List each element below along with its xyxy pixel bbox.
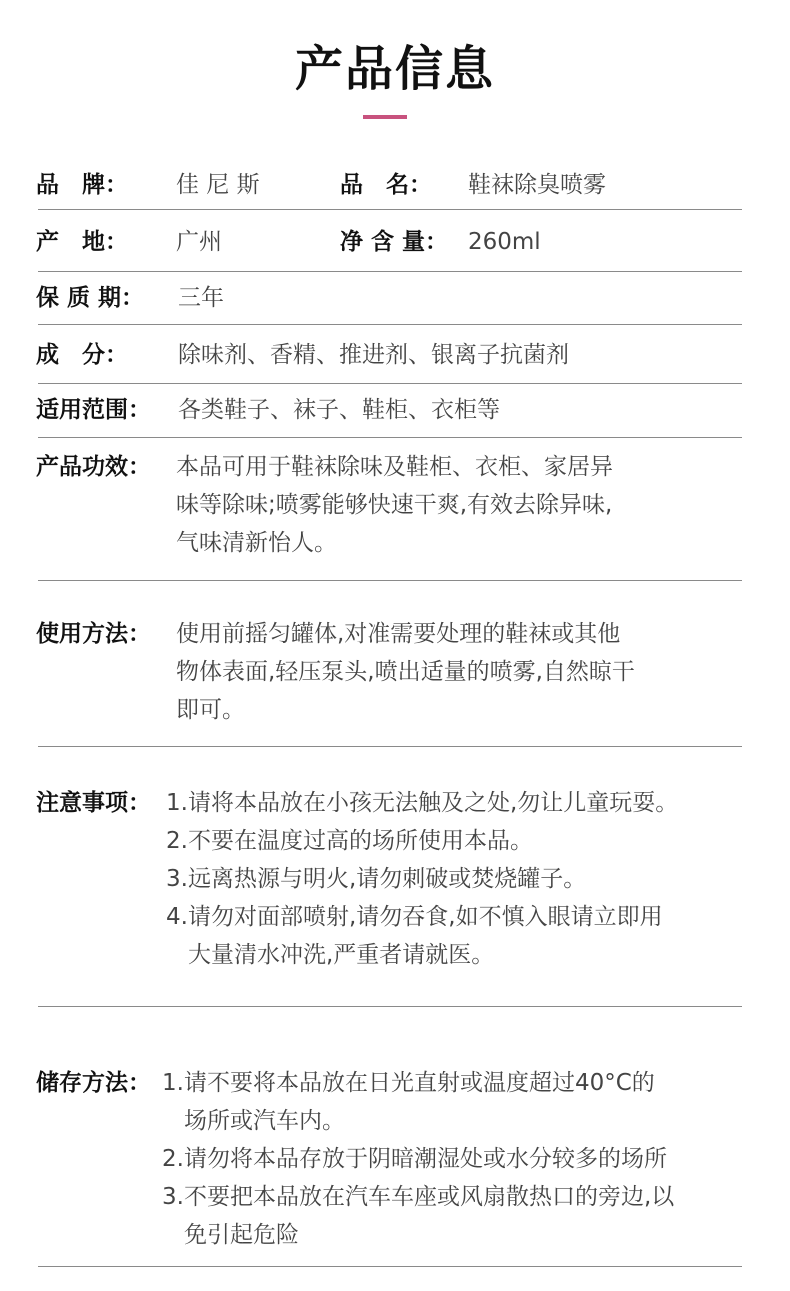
- title-accent-bar: [363, 115, 407, 119]
- divider: [38, 383, 742, 384]
- usage-line: 即可。: [176, 697, 245, 723]
- notice-item: 1.请将本品放在小孩无法触及之处,勿让儿童玩耍。: [166, 790, 679, 816]
- storage-item: 1.请不要将本品放在日光直射或温度超过40°C的: [162, 1070, 655, 1096]
- effect-text: [176, 448, 613, 562]
- product-name-label: 品 名：: [340, 172, 432, 198]
- storage-item: 2.请勿将本品存放于阴暗潮湿处或水分较多的场所: [162, 1146, 667, 1172]
- ingredients-value: 除味剂、香精、推进剂、银离子抗菌剂: [178, 342, 569, 368]
- storage-item-continued: 场所或汽车内。: [184, 1108, 345, 1134]
- product-name-value: 鞋袜除臭喷雾: [468, 172, 606, 198]
- storage-item: 3.不要把本品放在汽车车座或风扇散热口的旁边,以: [162, 1184, 675, 1210]
- notice-label: 注意事项：: [36, 790, 151, 816]
- shelf-life-label: 保 质 期：: [36, 285, 145, 311]
- scope-label: 适用范围：: [36, 397, 151, 423]
- usage-label: 使用方法：: [36, 621, 151, 647]
- usage-line: 使用前摇匀罐体,对准需要处理的鞋袜或其他: [176, 621, 621, 647]
- divider: [38, 580, 742, 581]
- storage-label: 储存方法：: [36, 1070, 151, 1096]
- usage-line: 物体表面,轻压泵头,喷出适量的喷雾,自然晾干: [176, 659, 635, 685]
- usage-text: [176, 615, 635, 729]
- effect-line: 气味清新怡人。: [176, 530, 337, 556]
- divider: [38, 271, 742, 272]
- scope-value: 各类鞋子、袜子、鞋柜、衣柜等: [178, 397, 500, 423]
- brand-value: 佳 尼 斯: [176, 172, 260, 198]
- divider: [38, 437, 742, 438]
- notice-item: 2.不要在温度过高的场所使用本品。: [166, 828, 533, 854]
- divider: [38, 324, 742, 325]
- divider: [38, 746, 742, 747]
- ingredients-label: 成 分：: [36, 342, 128, 368]
- brand-label: 品 牌：: [36, 172, 128, 198]
- effect-label: 产品功效：: [36, 454, 151, 480]
- effect-line: 味等除味;喷雾能够快速干爽,有效去除异味,: [176, 492, 613, 518]
- storage-list: [162, 1064, 674, 1254]
- storage-item-continued: 免引起危险: [184, 1222, 299, 1248]
- notice-item-continued: 大量清水冲洗,严重者请就医。: [188, 942, 495, 968]
- page-title: 产品信息: [294, 41, 495, 97]
- notice-item: 4.请勿对面部喷射,请勿吞食,如不慎入眼请立即用: [166, 904, 663, 930]
- divider: [38, 1006, 742, 1007]
- net-content-value: 260ml: [468, 229, 541, 255]
- divider: [38, 209, 742, 210]
- origin-value: 广州: [176, 229, 222, 255]
- shelf-life-value: 三年: [178, 285, 224, 311]
- divider: [38, 1266, 742, 1267]
- effect-line: 本品可用于鞋袜除味及鞋柜、衣柜、家居异: [176, 454, 613, 480]
- net-content-label: 净 含 量：: [340, 229, 449, 255]
- notice-list: [166, 784, 678, 974]
- origin-label: 产 地：: [36, 229, 128, 255]
- notice-item: 3.远离热源与明火,请勿刺破或焚烧罐子。: [166, 866, 587, 892]
